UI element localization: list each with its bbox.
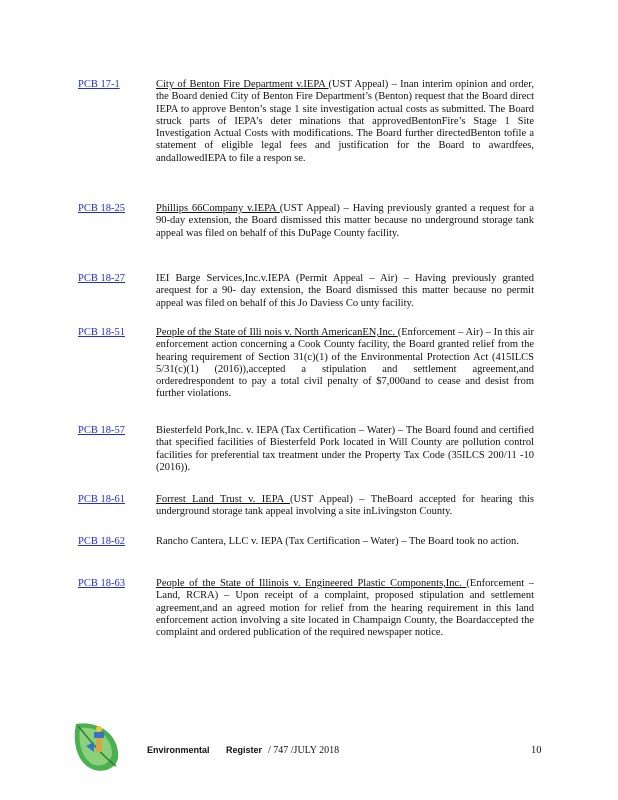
case-number-link[interactable]: PCB 17-1 <box>78 79 120 90</box>
case-text: (UST Appeal) – Having previously granted a request for a 90-day extension, the Board dismissed this matter because no underground storage tank appeal was filed on behalf of this DuPage County facility. <box>156 203 534 239</box>
case-summary <box>156 425 534 474</box>
case-summary <box>156 578 534 639</box>
case-summary <box>156 79 534 165</box>
case-number-link[interactable]: PCB 18-51 <box>78 327 125 338</box>
case-summary <box>156 203 534 240</box>
case-summary <box>156 327 534 401</box>
footer-issue: / 747 /JULY 2018 <box>268 745 340 756</box>
case-title: People of the State of Illinois v. Engineered Plastic Components,Inc. <box>156 578 467 589</box>
case-number-link[interactable]: PCB 18-62 <box>78 536 125 547</box>
case-title: Forrest Land Trust v. IEPA <box>156 494 291 505</box>
case-text: (UST Appeal) – Inan interim opinion and order, the Board denied City of Benton Fire Department’s (Benton) request that the Board direct IEPA to approve Benton’s stage 1 site investigation actual costs as submitted. The Board struck parts of IEPA’s deter minations that approvedBentonFire’s Stage 1 Site Investigation Actual Costs with modifications. The Board further directedBenton tofile a statement of eligible legal fees and justification for the Board to awardfees, andallowedIEPA to file a respon se. <box>156 79 535 164</box>
case-summary <box>156 273 534 310</box>
case-title: Phillips 66Company v.IEPA <box>156 203 280 214</box>
case-number-link[interactable]: PCB 18-63 <box>78 578 125 589</box>
case-text: IEI Barge Services,Inc.v.IEPA (Permit Appeal – Air) – Having previously granted arequest for a 90- day extension, the Board dismissed this matter because no permit appeal was filed on behalf of this Jo Daviess Co unty facility. <box>156 273 534 309</box>
case-text: (UST Appeal) – TheBoard accepted for hearing this underground storage tank appeal involving a site inLivingston County. <box>156 494 534 518</box>
case-summary <box>156 494 534 519</box>
case-title: City of Benton Fire Department v.IEPA <box>156 79 329 90</box>
case-text: Biesterfeld Pork,Inc. v. IEPA (Tax Certification – Water) – The Board found and certified that specified facilities of Biesterfeld Pork located in Will County are pollution control facilities for preferential tax treatment under the Property Tax Code (35ILCS 200/11 -10 (2016)). <box>156 425 534 473</box>
case-number-link[interactable]: PCB 18-27 <box>78 273 125 284</box>
case-number-link[interactable]: PCB 18-25 <box>78 203 125 214</box>
case-summary <box>156 536 534 548</box>
case-number-link[interactable]: PCB 18-57 <box>78 425 125 436</box>
case-text: Rancho Cantera, LLC v. IEPA (Tax Certification – Water) – The Board took no action. <box>156 536 519 547</box>
case-number-link[interactable]: PCB 18-61 <box>78 494 125 505</box>
footer-register: Register <box>226 745 263 755</box>
leaf-logo-icon <box>70 718 122 774</box>
footer-publication: Environmental <box>147 745 210 755</box>
page-number: 10 <box>531 745 542 756</box>
case-text: (Enforcement – Air) – In this air enforcement action concerning a Cook County facility, the Board granted relief from the hearing requirement of Section 31(c)(1) of the Environmental Protection Act (415ILCS 5/31(c)(1) (2016)),accepted a stipulation and settlement agreement,and orderedrespondent to pay a total civil penalty of $7,000and to cease and desist from further violations. <box>156 327 534 400</box>
case-title: People of the State of Illi nois v. North AmericanEN,Inc. <box>156 327 398 338</box>
case-text: (Enforcement – Land, RCRA) – Upon receipt of a complaint, proposed stipulation and settlement agreement,and an agreed motion for relief from the hearing requirement in this land enforcement action involving a site located in Champaign County, the Boardaccepted the complaint and ordered publication of the required newspaper notice. <box>156 578 534 639</box>
